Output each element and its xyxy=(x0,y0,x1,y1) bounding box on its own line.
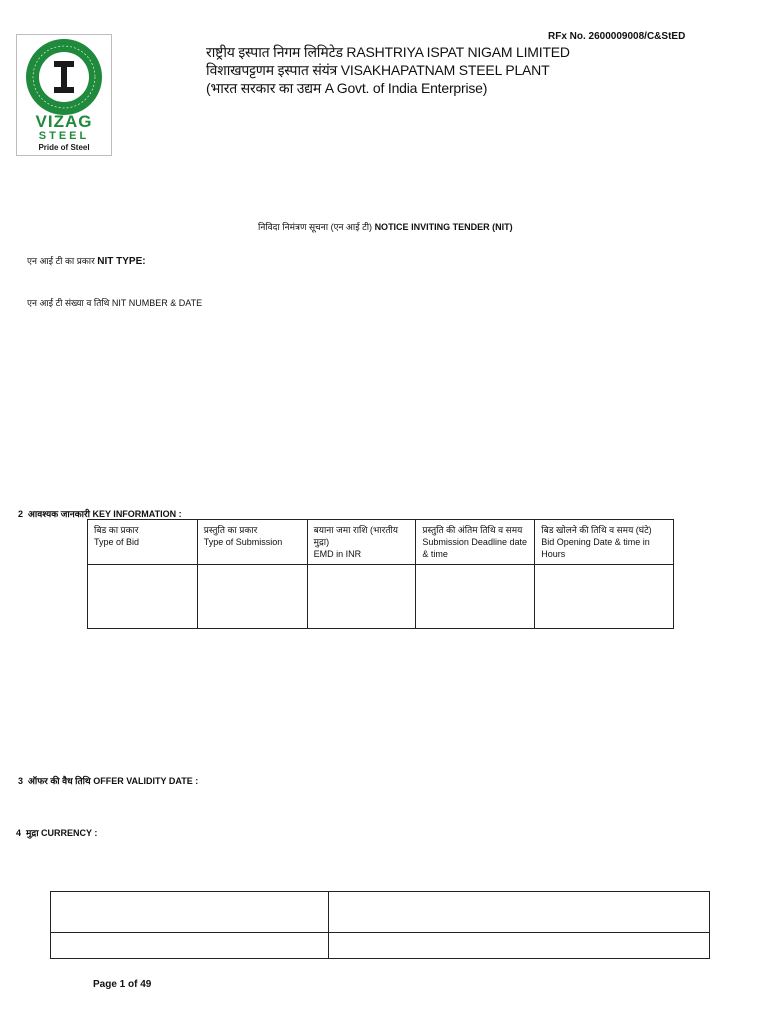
currency-cell xyxy=(328,933,709,959)
key-info-table xyxy=(87,519,674,629)
nit-number-hindi: एन आई टी संख्या व तिथि xyxy=(27,298,110,308)
currency-row xyxy=(51,933,710,959)
logo-brand-sub: STEEL xyxy=(38,130,90,142)
col-hindi: बयाना जमा राशि (भारतीय मुद्रा) xyxy=(313,525,398,547)
currency-table xyxy=(50,891,710,959)
nit-type-english: NIT TYPE: xyxy=(97,256,146,267)
header-govt-line: (भारत सरकार का उद्यम A Govt. of India Enterprise) xyxy=(206,80,488,96)
key-info-value-row xyxy=(88,565,674,629)
nit-type-label xyxy=(27,254,146,267)
currency-row xyxy=(51,892,710,933)
currency-heading xyxy=(16,826,97,839)
header-company-name: राष्ट्रीय इस्पात निगम लिमिटेड RASHTRIYA ISPAT NIGAM LIMITED xyxy=(206,44,570,60)
key-info-col-bid-opening xyxy=(535,520,674,565)
key-info-col-emd xyxy=(307,520,416,565)
currency-cell xyxy=(51,933,329,959)
currency-hindi: मुद्रा xyxy=(26,828,39,838)
key-info-cell xyxy=(88,565,198,629)
offer-validity-heading xyxy=(18,774,198,787)
key-info-col-deadline xyxy=(416,520,535,565)
offer-validity-number: 3 xyxy=(18,776,24,786)
col-english: Type of Submission xyxy=(203,537,283,547)
nit-title xyxy=(258,220,513,233)
key-info-cell xyxy=(416,565,535,629)
page-number: Page 1 of 49 xyxy=(93,979,152,990)
logo-brand: VIZAG xyxy=(35,112,93,131)
currency-english: CURRENCY : xyxy=(41,828,98,838)
key-info-hindi: आवश्यक जानकारी xyxy=(28,509,90,519)
key-info-cell xyxy=(307,565,416,629)
col-hindi: बिड का प्रकार xyxy=(94,525,139,535)
offer-validity-english: OFFER VALIDITY DATE : xyxy=(93,776,199,786)
nit-title-hindi: निविदा निमंत्रण सूचना (एन आई टी) xyxy=(258,222,373,232)
header-plant-name: विशाखपट्टणम इस्पात संयंत्र VISAKHAPATNAM STEEL PLANT xyxy=(206,62,550,78)
key-info-english: KEY INFORMATION : xyxy=(92,509,182,519)
col-hindi: प्रस्तुति की अंतिम तिथि व समय xyxy=(422,525,523,535)
currency-number: 4 xyxy=(16,828,22,838)
rfx-number: RFx No. 2600009008/C&StED xyxy=(548,31,686,42)
col-english: Type of Bid xyxy=(94,537,140,547)
offer-validity-hindi: ऑफर की वैध तिथि xyxy=(28,776,91,786)
col-hindi: प्रस्तुति का प्रकार xyxy=(203,525,258,535)
nit-title-english: NOTICE INVITING TENDER (NIT) xyxy=(374,222,513,232)
nit-number-label xyxy=(27,296,202,309)
col-hindi: बिड खोलने की तिथि व समय (घंटे) xyxy=(541,525,652,535)
key-info-number: 2 xyxy=(18,509,24,519)
col-english: Submission Deadline date & time xyxy=(422,537,527,559)
key-info-col-type-of-bid xyxy=(88,520,198,565)
key-info-cell xyxy=(197,565,307,629)
logo-tagline: Pride of Steel xyxy=(38,143,90,152)
company-logo xyxy=(16,34,112,156)
col-english: Bid Opening Date & time in Hours xyxy=(541,537,650,559)
currency-cell xyxy=(328,892,709,933)
key-info-col-type-of-submission xyxy=(197,520,307,565)
key-info-header-row xyxy=(88,520,674,565)
currency-cell xyxy=(51,892,329,933)
col-english: EMD in INR xyxy=(313,549,362,559)
nit-type-hindi: एन आई टी का प्रकार xyxy=(27,256,95,266)
nit-number-english: NIT NUMBER & DATE xyxy=(111,298,203,308)
key-info-cell xyxy=(535,565,674,629)
vizag-steel-logo-icon xyxy=(17,35,111,155)
